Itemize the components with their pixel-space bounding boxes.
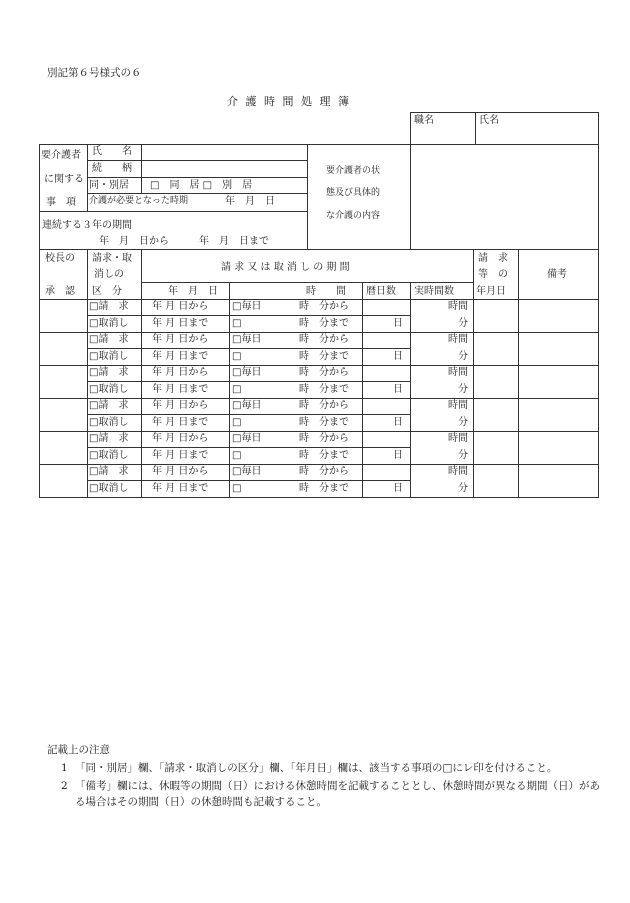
daily-checkbox[interactable]: □毎日 [232, 433, 262, 444]
position-label: 職名 [414, 115, 434, 126]
from-time: 時 分から [299, 466, 349, 477]
care-need-start-label: 介護が必要となった時期 [89, 196, 189, 206]
daily-checkbox[interactable]: □毎日 [232, 367, 262, 378]
from-time: 時 分から [299, 334, 349, 345]
blank-checkbox[interactable]: □ [232, 450, 242, 461]
hdr-remarks: 備考 [547, 269, 567, 280]
hdr-days: 暦日数 [366, 286, 396, 297]
header-box-left [410, 112, 411, 145]
care-label-sep [87, 144, 88, 211]
header-box-top [410, 112, 598, 113]
row-mid-line [87, 348, 411, 349]
request-checkbox[interactable]: □請 求 [89, 466, 129, 477]
notes [47, 742, 607, 810]
hdr-reqdate-2: 等 の [478, 269, 508, 280]
days-unit: 日 [393, 318, 403, 329]
blank-checkbox[interactable]: □ [232, 384, 242, 395]
to-time: 時 分まで [299, 450, 349, 461]
care-state-sep [410, 144, 411, 250]
care-period-label: 連続する３年の期間 [42, 220, 132, 231]
right-border [598, 144, 599, 497]
hours-unit: 時間 [448, 334, 468, 345]
cancel-checkbox[interactable]: □取消し [89, 450, 129, 461]
from-time: 時 分から [299, 367, 349, 378]
cancel-checkbox[interactable]: □取消し [89, 351, 129, 362]
hdr-bottom [39, 299, 599, 300]
hours-unit: 時間 [448, 301, 468, 312]
care-state-label-3: な介護の内容 [326, 211, 381, 221]
minutes-unit: 分 [458, 384, 468, 395]
row-bottom-line [39, 398, 599, 399]
care-cohab-label: 同・別居 [89, 180, 129, 191]
col-hours-sep [473, 249, 474, 497]
to-time: 時 分まで [299, 417, 349, 428]
from-date: 年 月 日から [152, 301, 209, 312]
to-date: 年 月 日まで [152, 351, 209, 362]
hdr-approval-2: 承 認 [45, 286, 75, 297]
blank-checkbox[interactable]: □ [232, 483, 242, 494]
to-date: 年 月 日まで [152, 483, 209, 494]
days-unit: 日 [393, 450, 403, 461]
hdr-reqdate-1: 請 求 [478, 253, 508, 264]
care-need-start-date: 年 月 日 [225, 196, 275, 207]
page-title: 介 護 時 間 処 理 簿 [227, 95, 351, 108]
request-checkbox[interactable]: □請 求 [89, 433, 129, 444]
row-bottom-line [39, 464, 599, 465]
col-approval-sep [87, 249, 88, 497]
left-border [39, 144, 40, 497]
blank-checkbox[interactable]: □ [232, 417, 242, 428]
daily-checkbox[interactable]: □毎日 [232, 400, 262, 411]
care-group-label-1: 要介護者 [41, 150, 81, 161]
to-time: 時 分まで [299, 384, 349, 395]
days-unit: 日 [393, 417, 403, 428]
daily-checkbox[interactable]: □毎日 [232, 466, 262, 477]
care-relation-label: 続 柄 [92, 163, 132, 174]
days-unit: 日 [393, 483, 403, 494]
minutes-unit: 分 [458, 351, 468, 362]
daily-checkbox[interactable]: □毎日 [232, 334, 262, 345]
to-time: 時 分まで [299, 351, 349, 362]
from-date: 年 月 日から [152, 367, 209, 378]
days-unit: 日 [393, 384, 403, 395]
col-reqdate-sep [518, 249, 519, 497]
care-state-label-2: 態及び具体的 [326, 188, 381, 198]
minutes-unit: 分 [458, 483, 468, 494]
care-row2 [87, 177, 307, 178]
row-mid-line [87, 315, 411, 316]
hdr-type-1: 請求・取 [92, 253, 132, 264]
notes-heading: 記載上の注意 [47, 744, 110, 756]
care-top [39, 144, 599, 145]
from-date: 年 月 日から [152, 466, 209, 477]
col-type-sep [141, 249, 142, 497]
to-date: 年 月 日まで [152, 450, 209, 461]
request-checkbox[interactable]: □請 求 [89, 400, 129, 411]
care-name-label: 氏 名 [92, 146, 132, 157]
note-text: 「備考」欄には、休暇等の期間（日）における休憩時間を記載することとし、休憩時間が異なる期間（日）がある場合はその期間（日）の休憩時間も記載すること。 [75, 780, 600, 808]
from-time: 時 分から [299, 433, 349, 444]
row-bottom-line [39, 332, 599, 333]
care-row1 [87, 160, 307, 161]
care-group-label-2: に関する [44, 174, 84, 185]
form-id: 別記第６号様式の６ [47, 67, 142, 79]
care-row4 [39, 211, 307, 212]
daily-checkbox[interactable]: □毎日 [232, 301, 262, 312]
to-date: 年 月 日まで [152, 318, 209, 329]
from-time: 時 分から [299, 400, 349, 411]
row-mid-line [87, 480, 411, 481]
to-time: 時 分まで [299, 483, 349, 494]
row-mid-line [87, 447, 411, 448]
note-number: 2 [61, 780, 68, 792]
from-time: 時 分から [299, 301, 349, 312]
days-unit: 日 [393, 351, 403, 362]
care-state-label-1: 要介護者の状 [326, 166, 381, 176]
cancel-checkbox[interactable]: □取消し [89, 417, 129, 428]
hdr-period: 請 求 又 は 取 消 し の 期 間 [221, 262, 350, 273]
to-date: 年 月 日まで [152, 384, 209, 395]
care-row3 [87, 193, 307, 194]
hdr-sub-line [141, 282, 473, 283]
minutes-unit: 分 [458, 450, 468, 461]
minutes-unit: 分 [458, 318, 468, 329]
care-mid-sep [307, 144, 308, 250]
note-item [47, 778, 607, 810]
header-box-mid [475, 112, 476, 145]
note-item [47, 760, 607, 776]
cancel-checkbox[interactable]: □取消し [89, 318, 129, 329]
header-box-right [598, 112, 599, 145]
row-bottom-line [39, 497, 599, 498]
from-date: 年 月 日から [152, 334, 209, 345]
request-checkbox[interactable]: □請 求 [89, 367, 129, 378]
request-checkbox[interactable]: □請 求 [89, 301, 129, 312]
note-text: 「同・別居」欄、「請求・取消しの区分」欄、「年月日」欄は、該当する事項の□にレ印を付けること。 [75, 762, 558, 774]
hours-unit: 時間 [448, 400, 468, 411]
request-checkbox[interactable]: □請 求 [89, 334, 129, 345]
hdr-hours: 実時間数 [414, 286, 454, 297]
row-bottom-line [39, 431, 599, 432]
blank-checkbox[interactable]: □ [232, 351, 242, 362]
hdr-date: 年 月 日 [168, 286, 218, 297]
hdr-type-3: 区 分 [92, 286, 122, 297]
from-date: 年 月 日から [152, 400, 209, 411]
care-period-value: 年 月 日から 年 月 日まで [99, 236, 269, 247]
hours-unit: 時間 [448, 433, 468, 444]
hdr-time: 時 間 [306, 286, 346, 297]
row-mid-line [87, 414, 411, 415]
hdr-reqdate-3: 年月日 [476, 286, 506, 297]
name-label: 氏名 [479, 115, 499, 126]
to-time: 時 分まで [299, 318, 349, 329]
care-field-sep [141, 144, 142, 194]
cancel-checkbox[interactable]: □取消し [89, 384, 129, 395]
row-mid-line [87, 381, 411, 382]
care-bottom [39, 249, 599, 250]
to-date: 年 月 日まで [152, 417, 209, 428]
cancel-checkbox[interactable]: □取消し [89, 483, 129, 494]
care-cohab-options[interactable]: □ 同 居 □ 別 居 [150, 180, 253, 191]
hours-unit: 時間 [448, 367, 468, 378]
row-bottom-line [39, 365, 599, 366]
note-number: 1 [61, 762, 68, 774]
blank-checkbox[interactable]: □ [232, 318, 242, 329]
care-group-label-3: 事 項 [46, 197, 76, 208]
hdr-approval-1: 校長の [45, 253, 75, 264]
minutes-unit: 分 [458, 417, 468, 428]
from-date: 年 月 日から [152, 433, 209, 444]
hours-unit: 時間 [448, 466, 468, 477]
hdr-type-2: 消しの [94, 269, 124, 280]
